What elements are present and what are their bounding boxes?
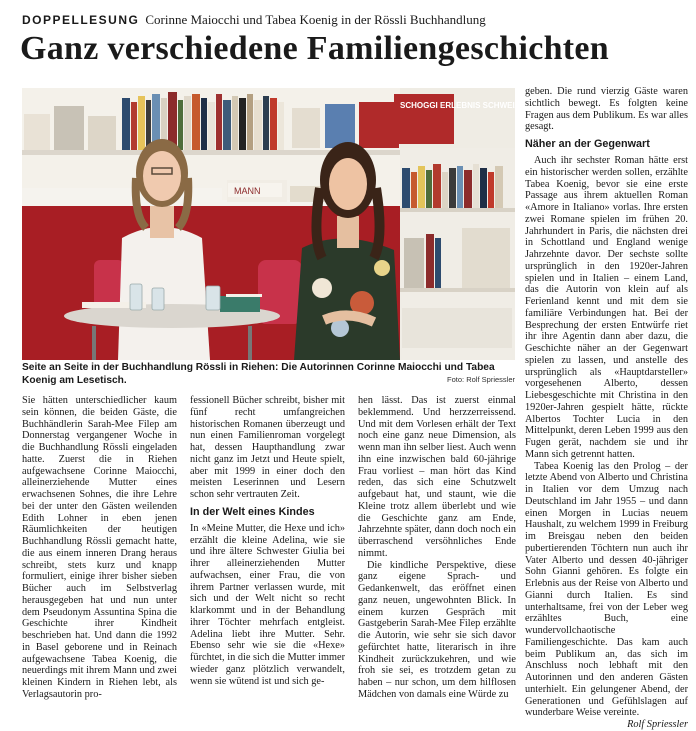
article-column-3: [358, 395, 516, 700]
author-byline: Rolf Spriessler: [627, 719, 688, 730]
photo-credit: Foto: Rolf Spriessler: [447, 375, 515, 384]
photo-caption: Seite an Seite in der Buchhandlung Rössli in Riehen: Die Autorinnen Corinne Maiocchi und Tabea Koenig am Lesetisch.: [22, 362, 495, 386]
paragraph: hen lässt. Das ist zuerst einmal beklemmend. Und herzzerreissend. Und mit dem Vorlesen erhält der Text noch eine ganz neue Dimension, als wenn man ihn selber liest. Auch wenn ihn eine inzwischen bald 60-jährige Frau vorliest – man hört das Kind reden, das sich eine Schutzwelt aufgebaut hat, und staunt, wie die Kleine trotz allem überlebt und wie die Geschichte ganz am Ende, Jahrzehnte später, dann doch noch ein überraschend versöhnliches Ende nimmt.: [358, 395, 516, 559]
kicker-line: [22, 12, 486, 28]
kicker-text: Corinne Maiocchi und Tabea Koenig in der Rössli Buchhandlung: [145, 12, 486, 27]
article-photo: [22, 88, 520, 360]
subheading: Näher an der Gegenwart: [525, 138, 650, 150]
paragraph: Auch ihr sechster Roman hätte erst ein historischer werden sollen, erzählte Tabea Koenig, bevor sie eine erste Passage aus ihrem aktuellen Roman «Amore in Italiano» vorlas. Ihre ersten zwei Romane spielen im frühen 20. Jahrhundert in Paris, die nächsten drei in Schottland und England wenige Jahrzehnte davor. Der sechste sollte ursprünglich in den 1920er-Jahren spielen und in Italien – einem Land, das die Autorin von klein auf als Ferienland kennt und mit dem sie familiäre Verbindungen hat. Bei der Besprechung der ersten Entwürfe riet ihr ihre Agentin dann aber dazu, die Geschichte näher an der Gegenwart spielen zu lassen, und anstelle des ursprünglich als «Hauptdarsteller» vorgesehenen Alberto, dessen Liebesgeschichte mit Christina in den 1920er-Jahren gespielt hätte, rückte Albertos Tochter Lucia in den Mittelpunkt, deren Leben 1999 aus den Fugen gerät, nachdem sie und ihr Mann sich getrennt hatten.: [525, 155, 688, 460]
book-title-schoggi: SCHOGGI ERLEBNIS SCHWEIZ: [400, 101, 520, 110]
article-column-4: [525, 86, 688, 730]
book-title-mann: MANN: [234, 186, 261, 196]
article-column-2: [190, 395, 345, 687]
paragraph: Sie hätten unterschiedlicher kaum sein können, die beiden Gäste, die Buchhändlerin Sarah-Mee Filep am Donnerstag vergangener Woche in die Buchhandlung Rössli eingeladen hatte. Zuerst die in Riehen aufgewachsene Corinne Maiocchi, alleinerziehende Mutter eines erwachsenen Sohnes, die ihre Lehre bei der unter den Gästen weilenden Edith Lohner in eben jenen Räumlichkeiten der heutigen Buchhandlung Rössli gemacht hatte, die aus einem inneren Drang heraus schreibt, stets kurz und knapp formuliert, einige ihrer bisher sieben Bücher auch im Selbstverlag herausgegeben hat und nun unter dem Pseudonym Assuntina Spina die Geschichte ihrer Kindheit beschrieben hat. Und dann die 1992 in Basel geborene und in Reinach aufgewachsene Tabea Koenig, die neuerdings mit ihrem Mann und zwei kleinen Kindern in Riehen lebt, als Verlagsautorin pro-: [22, 395, 177, 700]
photo-illustration: [22, 88, 520, 360]
paragraph: Die kindliche Perspektive, diese ganz eigene Sprach- und Gedankenwelt, das eröffnet einen ganz neuen, ungewohnten Blick. In einem kurzen Gespräch mit Gastgeberin Sarah-Mee Filep erzählte die Autorin, wie sehr sie sich davor gefürchtet hatte, literarisch in ihre Kindheit zurückzukehren, und wie froh sie sei, es trotzdem getan zu haben – nur schon, um dem hilflosen Mädchen von damals eine Würde zu: [358, 559, 516, 700]
section-tag: DOPPELLESUNG: [22, 13, 140, 27]
paragraph: In «Meine Mutter, die Hexe und ich» erzählt die kleine Adelina, wie sie und ihre ältere Schwester Giulia bei ihrer alleinerziehenden Mutter aufwachsen, einer Frau, die von ihrem Partner verlassen wurde, mit sich und der Welt nicht so recht klarkommt und in der Behandlung ihrer Töchter mehrfach entgleist. Adelina liebt ihre Mutter. Sehr. Ebenso sehr wie sie die «Hexe» fürchtet, in die sich die Mutter immer wieder ganz plötzlich verwandelt, wenn sie wütend ist und sich ge-: [190, 522, 345, 687]
article-column-1: [22, 395, 177, 700]
paragraph: Tabea Koenig las den Prolog – der letzte Abend von Alberto und Christina in Italien vor dem Umzug nach Deutschland im Jahr 1955 – und dann einen Morgen in Lucias neuem Haushalt, zu welchem 1999 in Freiburg im Breisgau neben den beiden pubertierenden Töchtern nun auch ihr Vater Alberto und dessen 40-jähriger Sohn Gianni gehören. Es folgte ein Erlebnis aus der Reise von Alberto und Gianni durch Italien. Es sind unterhaltsame, frei von der Leber weg erzähltes Buch, eine wundervollchaotische Familiengeschichte. Das kam auch beim Publikum an, das sich im Anschluss noch lebhaft mit den Autorinnen und den anderen Gästen unterhielt. Ein gelungener Abend, der Generationen und Gefühlslagen auf wunderbare Weise vereinte.: [525, 460, 688, 719]
paragraph: fessionell Bücher schreibt, bisher mit fünf recht umfangreichen historischen Romanen überzeugt und nun einen Familienroman vorgelegt hat, dessen Haupthandlung zwar nicht ganz im Jetzt und Heute spielt, aber mit 1999 in einer doch den meisten Leserinnen und Lesern schon sehr vertrauten Zeit.: [190, 395, 345, 500]
subheading: In der Welt eines Kindes: [190, 505, 315, 518]
paragraph: geben. Die rund vierzig Gäste waren sichtlich bewegt. Es folgten keine Fragen aus dem Publikum. Es war alles gesagt.: [525, 86, 688, 133]
headline: Ganz verschiedene Familiengeschichten: [20, 30, 610, 67]
